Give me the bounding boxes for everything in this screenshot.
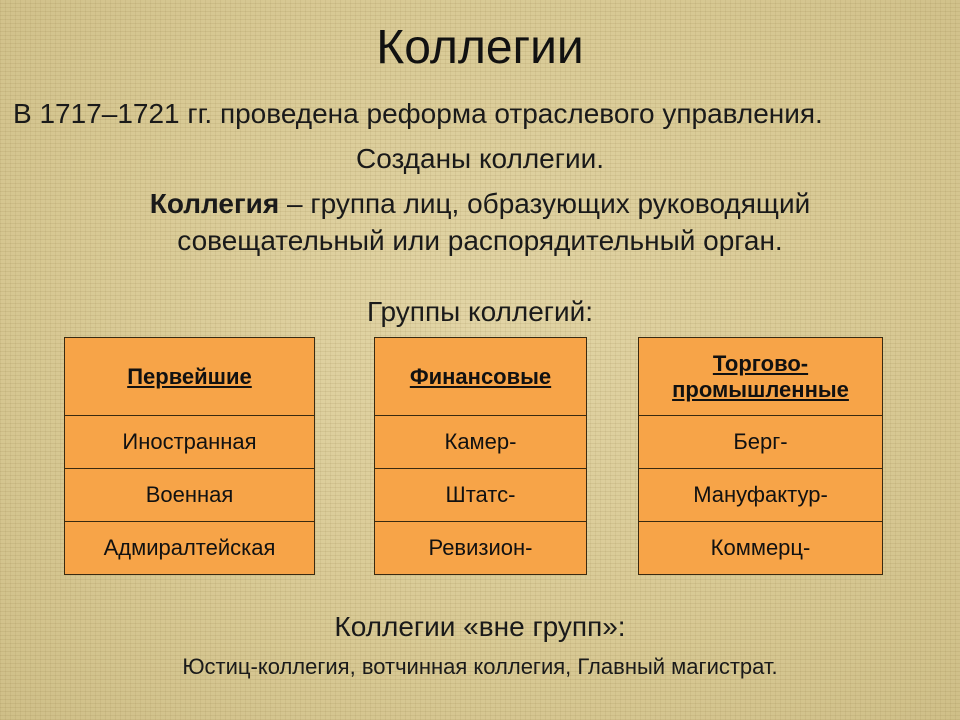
- group-header: [639, 338, 882, 415]
- group-item: Мануфактур-: [639, 468, 882, 521]
- definition-line-1: [0, 185, 960, 222]
- definition-term: Коллегия: [149, 188, 280, 219]
- intro-line-reform: В 1717–1721 гг. проведена реформа отраслевого управления.: [13, 98, 823, 129]
- group-table-first: [64, 337, 315, 575]
- group-item: Ревизион-: [375, 521, 586, 574]
- group-item: Берг-: [639, 415, 882, 468]
- group-item: Военная: [65, 468, 314, 521]
- group-header: Финансовые: [409, 363, 552, 389]
- group-item: Штатс-: [375, 468, 586, 521]
- group-item: Иностранная: [65, 415, 314, 468]
- group-table-finance: [374, 337, 587, 575]
- intro-line-created: Созданы коллегии.: [355, 143, 605, 174]
- groups-heading: Группы коллегий:: [366, 296, 594, 327]
- slide-title: Коллегии: [376, 21, 584, 74]
- group-item: Коммерц-: [639, 521, 882, 574]
- definition-block: [0, 185, 960, 259]
- definition-text-2: совещательный или распорядительный орган.: [177, 225, 783, 256]
- group-table-trade: [638, 337, 883, 575]
- group-item: Адмиралтейская: [65, 521, 314, 574]
- group-header-line-2: промышленные: [672, 376, 849, 402]
- group-header: Первейшие: [127, 363, 252, 389]
- group-header-line-1: Торгово-: [712, 350, 809, 376]
- group-item: Камер-: [375, 415, 586, 468]
- definition-text-1: – группа лиц, образующих руководящий: [279, 188, 811, 219]
- outside-groups-heading: Коллегии «вне групп»:: [334, 611, 626, 642]
- outside-groups-list: Юстиц-коллегия, вотчинная коллегия, Главный магистрат.: [182, 654, 778, 679]
